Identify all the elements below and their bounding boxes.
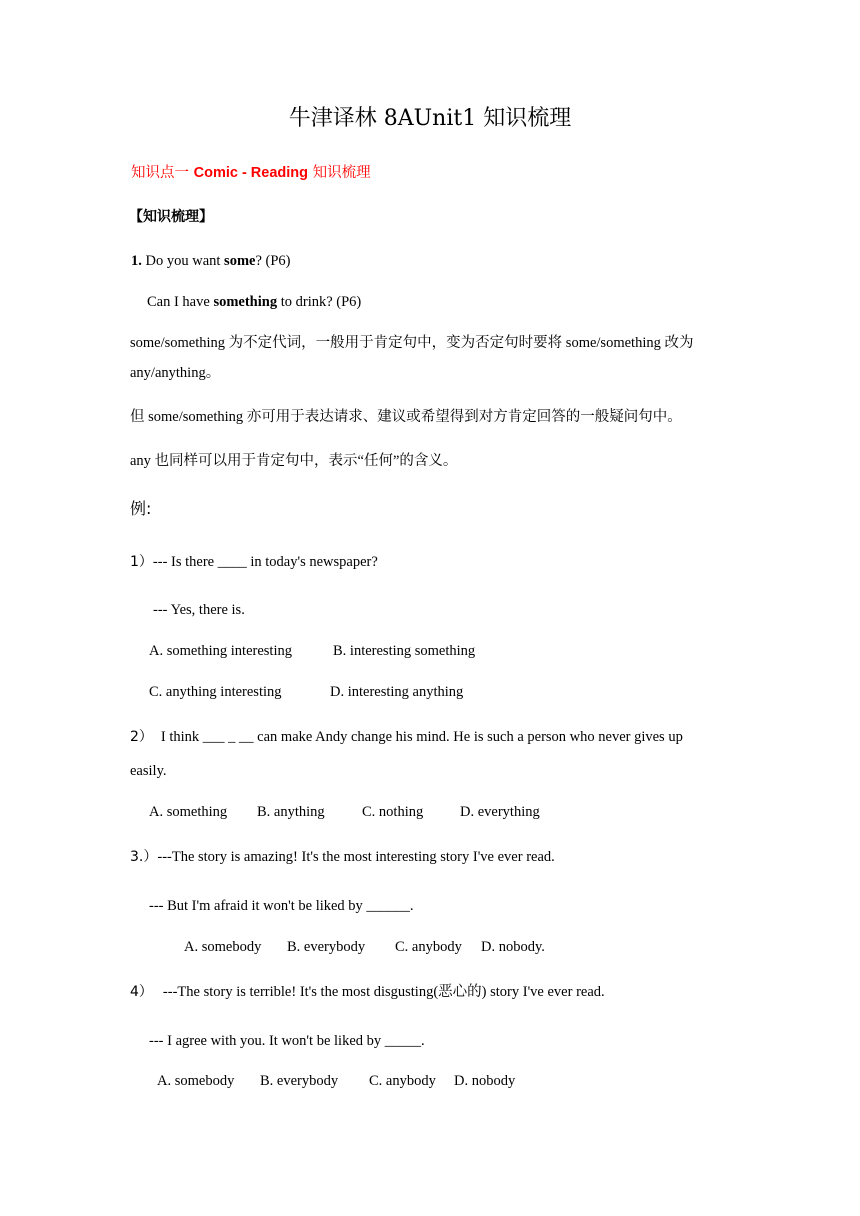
section-heading-cn-suffix: 知识梳理 [312, 165, 371, 181]
point-1-line-1 [131, 251, 291, 271]
question-3-option-c: C. anybody [395, 939, 462, 955]
point-1-text-post: ? (P6) [255, 253, 291, 269]
question-3-option-a: A. somebody [184, 939, 262, 955]
point-1-line-2 [147, 292, 361, 312]
question-1-option-a: A. something interesting [149, 643, 292, 659]
question-3-text: ---The story is amazing! It's the most interesting story I've ever read. [157, 849, 555, 865]
question-3-line-2: --- But I'm afraid it won't be liked by ______. [149, 898, 414, 914]
question-2-option-a: A. something [149, 804, 228, 820]
question-2-text: I think ___ _ __ can make Andy change his mind. He is such a person who never gives up [160, 729, 683, 745]
question-4-number: 4） [130, 984, 153, 1000]
question-3-option-b: B. everybody [287, 939, 366, 955]
question-2-number: 2） [130, 729, 153, 745]
explanation-line-1: some/something 为不定代词，一般用于肯定句中，变为否定句时要将 some/something 改为 [130, 335, 694, 351]
question-1-line-1 [130, 552, 378, 572]
explanation-line-2: any/anything。 [130, 365, 221, 381]
point-1-number: 1. [131, 253, 142, 269]
explanation-paragraph-2: 但 some/something 亦可用于表达请求、建议或希望得到对方肯定回答的一般疑问句中。 [130, 409, 682, 425]
point-1-line-2-pre: Can I have [147, 294, 214, 310]
question-3-option-d: D. nobody. [481, 939, 545, 955]
question-1-number: 1） [130, 554, 153, 570]
question-2-line-1 [130, 727, 683, 747]
question-2-option-b: B. anything [257, 804, 325, 820]
question-4-text: ---The story is terrible! It's the most disgusting(恶心的) story I've ever read. [162, 984, 605, 1000]
question-1-text: --- Is there ____ in today's newspaper? [152, 554, 378, 570]
example-label: 例: [130, 499, 152, 518]
question-4-option-d: D. nobody [454, 1073, 516, 1089]
point-1-line-2-post: to drink? (P6) [277, 294, 362, 310]
question-4-option-a: A. somebody [157, 1073, 235, 1089]
section-heading [131, 163, 371, 183]
subheading: 【知识梳理】 [129, 209, 213, 225]
question-2-line-2: easily. [130, 763, 167, 779]
section-heading-cn-prefix: 知识点一 [131, 165, 189, 181]
point-1-keyword: some [224, 253, 256, 269]
point-1-text-pre: Do you want [141, 253, 225, 269]
question-2-option-c: C. nothing [362, 804, 424, 820]
question-4-line-1 [130, 982, 605, 1002]
question-3-line-1 [130, 847, 555, 867]
question-1-option-b: B. interesting something [333, 643, 476, 659]
question-4-option-c: C. anybody [369, 1073, 436, 1089]
question-4-option-b: B. everybody [260, 1073, 339, 1089]
point-1-line-2-keyword: something [213, 294, 278, 310]
section-heading-en: Comic - Reading [193, 165, 309, 181]
question-1-line-2: --- Yes, there is. [153, 602, 245, 618]
question-3-number: 3.） [130, 849, 158, 865]
question-1-option-c: C. anything interesting [149, 684, 282, 700]
explanation-paragraph-3: any 也同样可以用于肯定句中，表示“任何”的含义。 [130, 453, 458, 469]
question-1-option-d: D. interesting anything [330, 684, 464, 700]
question-4-line-2: --- I agree with you. It won't be liked by _____. [149, 1033, 425, 1049]
document-title: 牛津译林 8AUnit1 知识梳理 [288, 106, 572, 131]
question-2-option-d: D. everything [460, 804, 540, 820]
